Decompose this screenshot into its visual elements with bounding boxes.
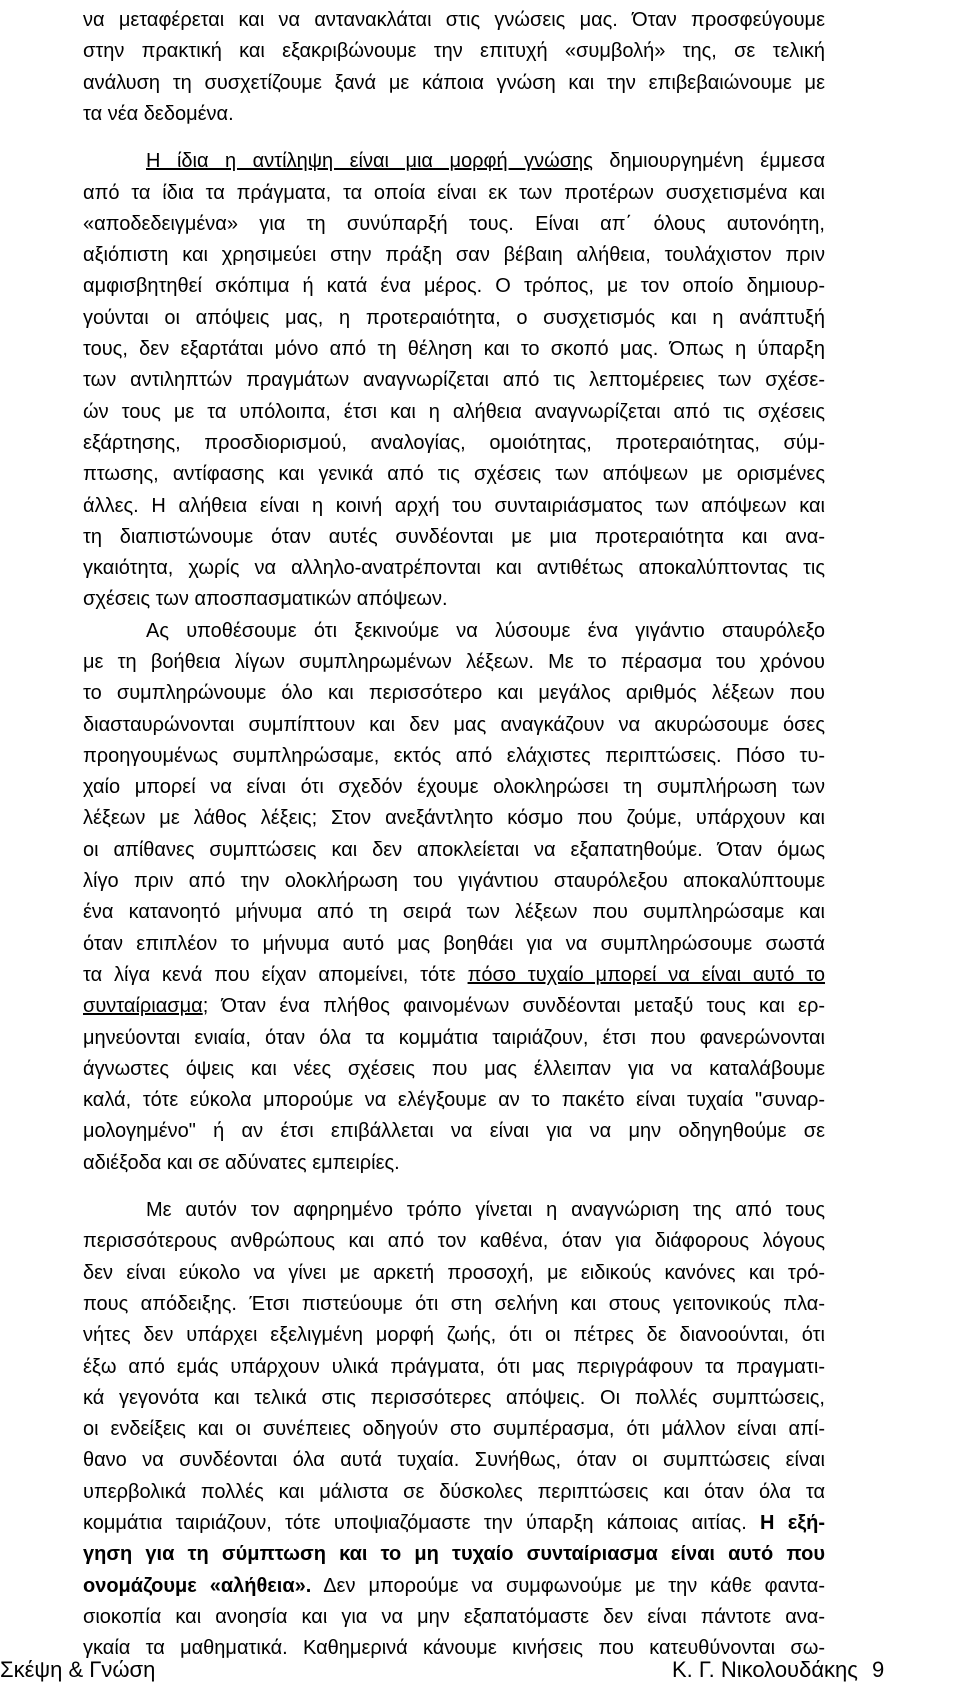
text-line: γκαιότητα, χωρίς να αλληλο-ανατρέπονται και αντιθέτως αποκαλύπτοντας τις [83,557,825,579]
underlined-phrase: Η ίδια η αντίληψη είναι μια μορφή γνώσης [146,150,593,172]
text-line: μολογημένο" ή αν έτσι επιβάλλεται να είναι για να μην οδηγηθούμε σε [83,1120,825,1142]
text-line: των αντιληπτών πραγμάτων αναγνωρίζεται από τις λεπτομέρειες των σχέσε- [83,369,825,391]
text-line: γούνται οι απόψεις μας, η προτεραιότητα, ο συσχετισμός και η ανάπτυξή [83,307,825,329]
text-line: περισσότερους ανθρώπους και από τον καθένα, όταν για διάφορους λόγους [83,1230,825,1252]
text-line: αξιόπιστη και χρησιμεύει στην πράξη σαν βέβαιη αλήθεια, τουλάχιστον πριν [83,244,825,266]
text-line: διασταυρώνονται συμπίπτουν και δεν μας αναγκάζουν να ακυρώσουμε όσες [83,714,825,736]
text-line: Ας υποθέσουμε ότι ξεκινούμε να λύσουμε ένα γιγάντιο σταυρόλεξο [146,620,825,642]
text-line: έξω από εμάς υπάρχουν υλικά πράγματα, ότι μας περιγράφουν τα πραγματι- [83,1356,825,1378]
text-line: Με αυτόν τον αφηρημένο τρόπο γίνεται η αναγνώριση της από τους [146,1199,825,1221]
text-line: σιοκοπία και ανοησία και για να μην εξαπατόμαστε δεν είναι πάντοτε ανα- [83,1606,825,1628]
text-line: κά γεγονότα και τελικά στις περισσότερες απόψεις. Οι πολλές συμπτώσεις, [83,1387,825,1409]
text-line: υπερβολικά πολλές και μάλιστα σε δύσκολες περιπτώσεις και όταν όλα τα [83,1481,825,1503]
text-line: σχέσεις των αποσπασματικών απόψεων. [83,588,448,610]
text-line: αμφισβητηθεί σκόπιμα ή κατά ένα μέρος. Ο τρόπος, με τον οποίο δημιουρ- [83,275,825,297]
text-line: τους, δεν εξαρτάται μόνο από τη θέληση και το σκοπό μας. Όπως η ύπαρξη [83,338,825,360]
text-line: ών τους με τα υπόλοιπα, έτσι και η αλήθεια αναγνωρίζεται από τις σχέσεις [83,401,825,423]
text-line: οι απίθανες συμπτώσεις και δεν αποκλείεται να εξαπατηθούμε. Όταν όμως [83,839,825,861]
text-line: ένα κατανοητό μήνυμα από τη σειρά των λέξεων που συμπληρώσαμε και [83,901,825,923]
text-line: αδιέξοδα και σε αδύνατες εμπειρίες. [83,1152,400,1174]
text-segment: δημιουργημένη έμμεσα [592,150,826,172]
text-line: από τα ίδια τα πράγματα, τα οποία είναι εκ των προτέρων συσχετισμένα και [83,182,825,204]
text-line: προηγουμένως συμπληρώσαμε, εκτός από ελάχιστες περιπτώσεις. Πόσο τυ- [83,745,825,767]
text-line: να μεταφέρεται και να αντανακλάται στις γνώσεις μας. Όταν προσφεύγουμε [83,9,825,31]
bold-phrase: γηση για τη σύμπτωση και το μη τυχαίο συνταίριασμα είναι αυτό που [83,1543,825,1565]
text-line: χαίο μπορεί να είναι ότι σχεδόν έχουμε ολοκληρώσει τη συμπλήρωση των [83,776,825,798]
text-line: μηνεύονται ενιαία, όταν όλα τα κομμάτια ταιριάζουν, έτσι που φανερώνονται [83,1027,825,1049]
text-line: όταν επιπλέον το μήνυμα αυτό μας βοηθάει για να συμπληρώσουμε σωστά [83,933,825,955]
text-line: εξάρτησης, προσδιορισμού, αναλογίας, ομοιότητας, προτεραιότητας, σύμ- [83,432,825,454]
text-line: τα νέα δεδομένα. [83,103,234,125]
text-line: «αποδεδειγμένα» για τη συνύπαρξή τους. Είναι απ΄ όλους αυτονόητη, [83,213,825,235]
text-line: πτωσης, αντίφασης και γενικά από τις σχέσεις των απόψεων με ορισμένες [83,463,825,485]
text-line: τη διαπιστώνουμε όταν αυτές συνδέονται με μια προτεραιότητα και ανα- [83,526,825,548]
text-line: με τη βοήθεια λίγων συμπληρωμένων λέξεων. Με το πέρασμα του χρόνου [83,651,825,673]
footer-author: Κ. Γ. Νικολουδάκης [672,1657,858,1682]
bold-phrase: Η εξή- [760,1512,825,1534]
bold-phrase: ονομάζουμε «αλήθεια». [83,1575,312,1597]
text-line: λίγο πριν από την ολοκλήρωση του γιγάντιου σταυρόλεξου αποκαλύπτουμε [83,870,825,892]
text-segment: κομμάτια ταιριάζουν, τότε υποψιαζόμαστε την ύπαρξη κάποιας αιτίας. [83,1512,761,1534]
text-line: στην πρακτική και εξακριβώνουμε την επιτυχή «συμβολή» της, σε τελική [83,40,825,62]
underlined-phrase: συνταίριασμα [83,995,203,1017]
text-segment: Δεν μπορούμε να συμφωνούμε με την κάθε φαντα- [311,1575,825,1597]
footer-title: Σκέψη & Γνώση [0,1657,156,1682]
text-line: πους απόδειξης. Έτσι πιστεύουμε ότι στη σελήνη και στους γειτονικούς πλα- [83,1293,825,1315]
text-line: λέξεων με λάθος λέξεις; Στον ανεξάντλητο κόσμο που ζούμε, υπάρχουν και [83,807,825,829]
text-line: νήτες δεν υπάρχει εξελιγμένη μορφή ζωής, ότι οι πέτρες δε διανοούνται, ότι [83,1324,825,1346]
text-segment: ; Όταν ένα πλήθος φαινομένων συνδέονται μεταξύ τους και ερ- [202,995,825,1017]
text-line: άλλες. Η αλήθεια είναι η κοινή αρχή του συνταιριάσματος των απόψεων και [83,495,825,517]
text-line: θανο να συνδέονται όλα αυτά τυχαία. Συνήθως, όταν οι συμπτώσεις είναι [83,1449,825,1471]
text-line: ανάλυση τη συσχετίζουμε ξανά με κάποια γνώση και την επιβεβαιώνουμε με [83,72,825,94]
text-segment: τα λίγα κενά που είχαν απομείνει, τότε [83,964,468,986]
page-number: 9 [872,1657,885,1682]
text-line: το συμπληρώνουμε όλο και περισσότερο και μεγάλος αριθμός λέξεων που [83,682,825,704]
text-line: οι ενδείξεις και οι συνέπειες οδηγούν στο συμπέρασμα, ότι μάλλον είναι απί- [83,1418,825,1440]
text-line: γκαία τα μαθηματικά. Καθημερινά κάνουμε κινήσεις που κατευθύνονται σω- [83,1637,825,1659]
text-line: δεν είναι εύκολο να γίνει με αρκετή προσοχή, με ειδικούς κανόνες και τρό- [83,1262,825,1284]
text-line: άγνωστες όψεις και νέες σχέσεις που μας έλλειπαν για να καταλάβουμε [83,1058,825,1080]
underlined-phrase: πόσο τυχαίο μπορεί να είναι αυτό το [467,964,826,986]
text-line: καλά, τότε εύκολα μπορούμε να ελέγξουμε αν το πακέτο είναι τυχαία "συναρ- [83,1089,825,1111]
